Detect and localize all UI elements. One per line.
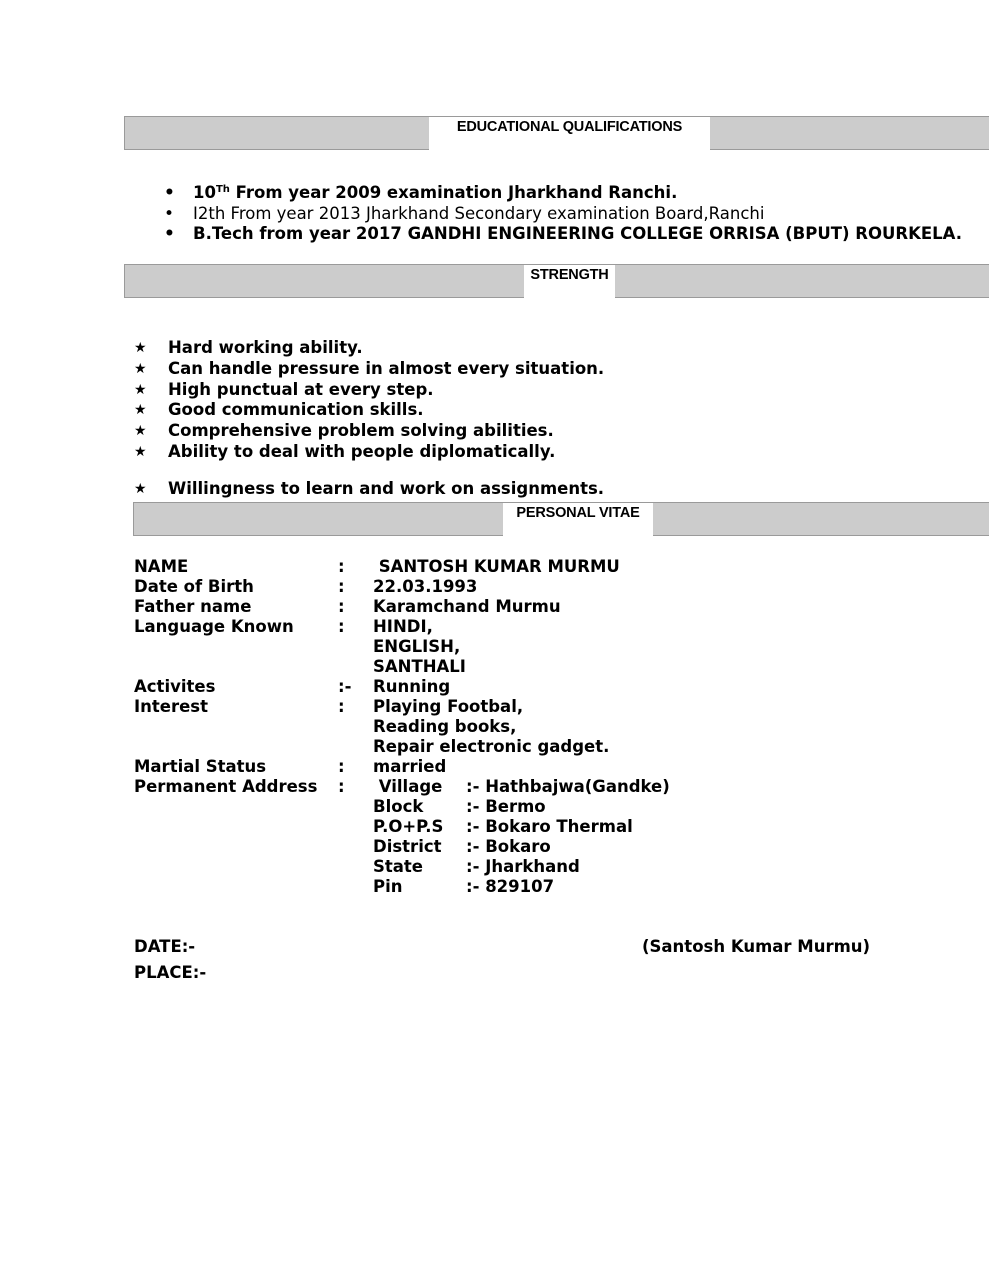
address-separator: : bbox=[338, 777, 345, 796]
address-values bbox=[373, 777, 670, 897]
marital-separator: : bbox=[338, 757, 345, 776]
education-item-10th-grade: 10 bbox=[193, 183, 216, 202]
strength-item bbox=[134, 442, 604, 463]
address-line bbox=[373, 837, 670, 857]
activities-separator: :- bbox=[338, 677, 352, 696]
marital-row bbox=[134, 757, 670, 777]
father-label: Father name bbox=[134, 597, 252, 616]
strength-text: Can handle pressure in almost every situation. bbox=[168, 358, 605, 378]
signature-name: (Santosh Kumar Murmu) bbox=[642, 937, 871, 956]
star-bullet-icon: ★ bbox=[134, 381, 147, 398]
star-bullet-icon: ★ bbox=[134, 360, 147, 377]
education-item-btech: • B.Tech from year 2017 GANDHI ENGINEERING COLLEGE ORRISA (BPUT) ROURKELA. bbox=[164, 224, 962, 245]
ordinal-suffix: Th bbox=[215, 184, 230, 195]
marital-label: Martial Status bbox=[134, 757, 267, 776]
interest-value: Repair electronic gadget. bbox=[373, 737, 610, 756]
address-key: P.O+P.S bbox=[373, 817, 444, 836]
strength-item bbox=[134, 479, 604, 500]
address-label: Permanent Address bbox=[134, 777, 318, 796]
address-key: Block bbox=[373, 797, 424, 816]
education-item-12th: • I2th From year 2013 Jharkhand Secondary examination Board,Ranchi bbox=[164, 204, 962, 225]
dob-value: 22.03.1993 bbox=[373, 577, 478, 596]
education-list bbox=[164, 183, 962, 245]
father-row bbox=[134, 597, 670, 617]
interest-label: Interest bbox=[134, 697, 209, 716]
star-bullet-icon: ★ bbox=[134, 340, 147, 356]
interest-row bbox=[134, 697, 670, 757]
dob-row bbox=[134, 577, 670, 597]
personal-details bbox=[134, 557, 670, 897]
address-key: District bbox=[373, 837, 442, 856]
interest-separator: : bbox=[338, 697, 345, 716]
address-value: :- Bokaro bbox=[466, 837, 551, 856]
education-section-header bbox=[124, 116, 989, 150]
strength-text: Hard working ability. bbox=[168, 338, 363, 357]
language-separator: : bbox=[338, 617, 345, 636]
address-row bbox=[134, 777, 670, 897]
education-section-title: EDUCATIONAL QUALIFICATIONS bbox=[429, 117, 710, 150]
activities-value: Running bbox=[373, 677, 451, 696]
education-item-10th-text: From year 2009 examination Jharkhand Ranchi. bbox=[229, 183, 678, 202]
strength-list bbox=[134, 338, 604, 500]
address-line bbox=[373, 857, 670, 877]
language-row bbox=[134, 617, 670, 677]
date-label: DATE:- bbox=[134, 937, 196, 956]
strength-item bbox=[134, 359, 604, 380]
address-key: Pin bbox=[373, 877, 403, 896]
name-value: SANTOSH KUMAR MURMU bbox=[373, 557, 620, 576]
address-line bbox=[373, 777, 670, 797]
language-label: Language Known bbox=[134, 617, 294, 636]
language-value: SANTHALI bbox=[373, 657, 466, 676]
personal-section-title: PERSONAL VITAE bbox=[503, 503, 653, 536]
strength-text: Willingness to learn and work on assignments. bbox=[168, 478, 605, 498]
strength-item bbox=[134, 400, 604, 421]
personal-section-header bbox=[133, 502, 989, 536]
address-value: :- 829107 bbox=[466, 877, 555, 896]
address-line bbox=[373, 877, 670, 897]
strength-text: Ability to deal with people diplomatically. bbox=[168, 441, 556, 461]
language-value: ENGLISH, bbox=[373, 637, 461, 656]
strength-text: Good communication skills. bbox=[168, 400, 424, 420]
address-value: :- Jharkhand bbox=[466, 857, 580, 876]
father-value: Karamchand Murmu bbox=[373, 597, 561, 616]
address-value: :- Hathbajwa(Gandke) bbox=[466, 777, 670, 796]
strength-section-header bbox=[124, 264, 989, 298]
strength-item bbox=[134, 338, 604, 359]
name-label: NAME bbox=[134, 557, 189, 576]
education-item-10th bbox=[164, 183, 962, 204]
address-value: :- Bermo bbox=[466, 797, 546, 816]
dob-label: Date of Birth bbox=[134, 577, 254, 596]
strength-text: High punctual at every step. bbox=[168, 379, 434, 399]
marital-value: married bbox=[373, 757, 447, 776]
strength-section-title: STRENGTH bbox=[524, 265, 615, 298]
name-separator: : bbox=[338, 557, 345, 576]
star-bullet-icon: ★ bbox=[134, 480, 147, 497]
address-value: :- Bokaro Thermal bbox=[466, 817, 633, 836]
strength-item bbox=[134, 380, 604, 401]
language-value: HINDI, bbox=[373, 617, 433, 636]
address-key: Village bbox=[373, 777, 443, 796]
star-bullet-icon: ★ bbox=[134, 402, 147, 419]
father-separator: : bbox=[338, 597, 345, 616]
interest-values bbox=[373, 697, 609, 757]
activities-label: Activites bbox=[134, 677, 216, 696]
strength-item bbox=[134, 421, 604, 442]
star-bullet-icon: ★ bbox=[134, 423, 147, 440]
interest-value: Playing Footbal, bbox=[373, 697, 524, 716]
address-line bbox=[373, 817, 670, 837]
place-label: PLACE:- bbox=[134, 963, 207, 982]
strength-text: Comprehensive problem solving abilities. bbox=[168, 421, 554, 441]
dob-separator: : bbox=[338, 577, 345, 596]
star-bullet-icon: ★ bbox=[134, 443, 147, 460]
activities-row bbox=[134, 677, 670, 697]
interest-value: Reading books, bbox=[373, 717, 517, 736]
address-line bbox=[373, 797, 670, 817]
address-key: State bbox=[373, 857, 423, 876]
name-row bbox=[134, 557, 670, 577]
language-values bbox=[373, 617, 466, 677]
